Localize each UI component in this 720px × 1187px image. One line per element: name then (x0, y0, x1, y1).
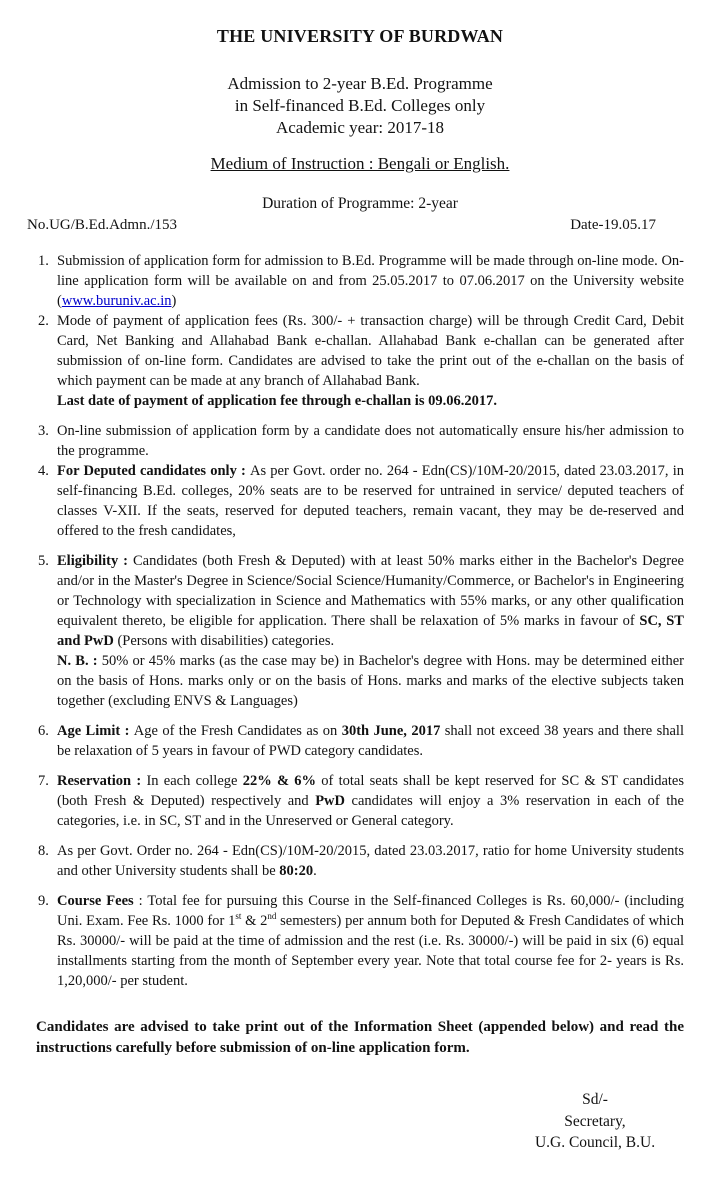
bold-text-run: Last date of payment of application fee through e-challan is 09.06.2017. (57, 393, 497, 409)
subtitle-line: Academic year: 2017-18 (275, 118, 445, 137)
subtitle-block (36, 73, 684, 139)
text-run: On-line submission of application form by a candidate does not automatically ensure his/her admission to the programme. (57, 423, 684, 459)
text-run: candidates will enjoy a 3% reservation in each of the categories, i.e. in SC, ST and in the Unreserved or General category. (57, 793, 684, 829)
list-item (36, 841, 684, 881)
numbered-instructions-list (36, 251, 684, 991)
bold-text-run: 30th June, 2017 (341, 723, 441, 739)
text-run: semesters) per annum both for Deputed & Fresh Candidates of which Rs. 30000/- will be paid at the time of admission and the rest (i.e. Rs. 30000/-) will be paid in six (6) equal installments starting from the month of September every year. Note that total course fee for 2- years is Rs. 1,20,000/- per student. (57, 913, 685, 989)
signature-line: Sd/- (582, 1091, 608, 1108)
text-run: Mode of payment of application fees (Rs. 300/- + transaction charge) will be through Credit Card, Debit Card, Net Banking and Allahabad Bank e-challan. Allahabad Bank e-challan can be generated after submission of on-line form. Candidates are advised to take the print out of the e-challan on the basis of which payment can be made at any branch of Allahabad Bank. (57, 313, 684, 389)
list-item (36, 311, 684, 411)
signature-line: Secretary, (564, 1112, 626, 1130)
text-run: (Persons with disabilities) categories. (113, 633, 335, 649)
text-run: of total seats shall be kept reserved for SC & ST candidates (both Fresh & Deputed) respectively and (57, 773, 685, 809)
text-run: . (313, 863, 317, 879)
item-number: 2. (38, 313, 49, 329)
item-number: 7. (38, 773, 49, 789)
reference-number: No.UG/B.Ed.Admn./153 (27, 217, 177, 233)
list-item (36, 251, 684, 311)
bold-text-run: Course Fees (57, 893, 134, 909)
text-run: nd (267, 911, 277, 922)
text-run: In each college (146, 773, 243, 789)
text-run: 50% or 45% marks (as the case may be) in Bachelor's degree with Hons. may be determined either on the basis of Hons. marks only or on the basis of Hons. marks and marks of the elective subjects taken together (excluding ENVS & Languages) (57, 653, 685, 709)
medium-of-instruction-line: Medium of Instruction : Bengali or English. (210, 154, 510, 173)
item-number: 6. (38, 723, 49, 739)
text-run: As per Govt. Order no. 264 - Edn(CS)/10M-20/2015, dated 23.03.2017, ratio for home University students and other University students shall be (57, 843, 684, 879)
list-item (36, 891, 684, 991)
item-number: 5. (38, 553, 49, 569)
list-item (36, 421, 684, 461)
bold-text-run: Reservation : (57, 773, 147, 789)
text-run: As per Govt. order no. 264 - Edn(CS)/10M-20/2015, dated 23.03.2017, in self-financing B.Ed. colleges, 20% seats are to be reserved for untrained in service/ deputed teachers of classes V-XII. If the seats, reserved for deputed teachers, remain vacant, they may be de-reserved and offered to the fresh candidates, (57, 463, 684, 539)
bold-text-run: Age Limit : (57, 723, 134, 739)
item-number: 4. (38, 463, 49, 479)
bold-text-run: SC, ST and PwD (57, 613, 684, 649)
text-run: st (235, 911, 242, 922)
bold-text-run: 80:20 (279, 863, 314, 879)
bold-text-run: Eligibility : (57, 553, 133, 569)
duration-line: Duration of Programme: 2-year (262, 195, 458, 212)
text-run: & 2 (241, 913, 268, 929)
item-number: 3. (38, 423, 49, 439)
signature-block (520, 1089, 670, 1154)
subtitle-line: Admission to 2-year B.Ed. Programme (227, 74, 493, 93)
list-item (36, 461, 684, 541)
text-run: Candidates (both Fresh & Deputed) with at least 50% marks either in the Bachelor's Degree and/or in the Master's Degree in Science/Social Science/Humanity/Commerce, or Bachelor's in Engineering or Technology with specialization in Science and Mathematics with 55% marks, or any other qualification equivalent thereto, be eligible for application. There shall be relaxation of 5% marks in favour of (57, 553, 684, 629)
item-number: 1. (38, 253, 49, 269)
text-run: shall not exceed 38 years and there shall be relaxation of 5 years in favour of PWD category candidates. (57, 723, 684, 759)
text-run: Age of the Fresh Candidates as on (133, 723, 342, 739)
bold-text-run: For Deputed candidates only : (57, 463, 250, 479)
text-run: Submission of application form for admission to B.Ed. Programme will be made through on-line mode. On-line application form will be available on and from 25.05.2017 to 07.06.2017 on the University website ( (57, 253, 684, 309)
list-item (36, 721, 684, 761)
closing-note: Candidates are advised to take print out of the Information Sheet (appended below) and read the instructions carefully before submission of on-line application form. (36, 1019, 684, 1056)
text-run: ) (171, 293, 177, 309)
bold-text-run: PwD (315, 793, 345, 809)
subtitle-line: in Self-financed B.Ed. Colleges only (234, 96, 486, 115)
text-run: : Total fee for pursuing this Course in the Self-financed Colleges is Rs. 60,000/- (including Uni. Exam. Fee Rs. 1000 for 1 (57, 893, 685, 929)
bold-text-run: 22% & 6% (242, 773, 317, 789)
list-item (36, 771, 684, 831)
item-number: 9. (38, 893, 49, 909)
reference-row (27, 214, 684, 236)
page-title: THE UNIVERSITY OF BURDWAN (216, 26, 504, 46)
list-item (36, 551, 684, 711)
signature-line: U.G. Council, B.U. (534, 1134, 656, 1151)
university-website-link[interactable]: www.buruniv.ac.in (61, 293, 172, 309)
date-label: Date-19.05.17 (570, 217, 656, 233)
item-number: 8. (38, 843, 49, 859)
bold-text-run: N. B. : (57, 653, 102, 669)
